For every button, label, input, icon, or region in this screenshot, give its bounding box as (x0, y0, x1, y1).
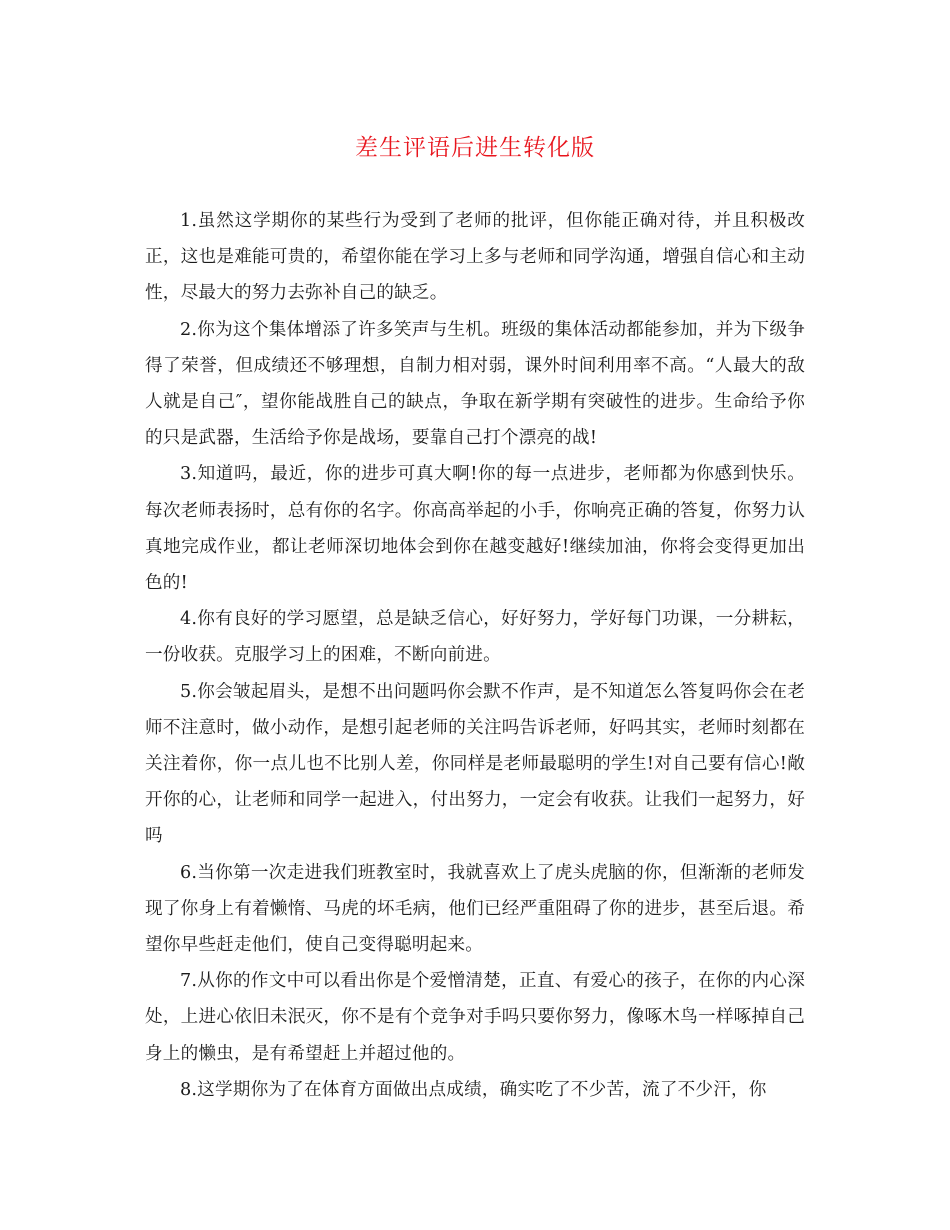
paragraph-7: 7.从你的作文中可以看出你是个爱憎清楚，正直、有爱心的孩子，在你的内心深处，上进心依旧未泯灭，你不是有个竞争对手吗只要你努力，像啄木鸟一样啄掉自己身上的懒虫，是有希望赶上并超过他的。 (145, 971, 805, 1064)
paragraph-6: 6.当你第一次走进我们班教室时，我就喜欢上了虎头虎脑的你，但渐渐的老师发现了你身上有着懒惰、马虎的坏毛病，他们已经严重阻碍了你的进步，甚至后退。希望你早些赶走他们，使自己变得聪明起来。 (145, 862, 805, 956)
document-title: 差生评语后进生转化版 (355, 135, 595, 161)
paragraph-8: 8.这学期你为了在体育方面做出点成绩，确实吃了不少苦，流了不少汗，你 (180, 1079, 767, 1100)
paragraph-3: 3.知道吗，最近，你的进步可真大啊!你的每一点进步，老师都为你感到快乐。每次老师表扬时，总有你的名字。你高高举起的小手，你响亮正确的答复，你努力认真地完成作业，都让老师深切地体会到你在越变越好!继续加油，你将会变得更加出色的! (145, 464, 805, 594)
paragraph-4: 4.你有良好的学习愿望，总是缺乏信心，好好努力，学好每门功课，一分耕耘，一份收获。克服学习上的困难，不断向前进。 (145, 609, 805, 666)
paragraph-1: 1.虽然这学期你的某些行为受到了老师的批评，但你能正确对待，并且积极改正，这也是难能可贵的，希望你能在学习上多与老师和同学沟通，增强自信心和主动性，尽最大的努力去弥补自己的缺乏。 (145, 211, 805, 304)
paragraph-5: 5.你会皱起眉头，是想不出问题吗你会默不作声，是不知道怎么答复吗你会在老师不注意时，做小动作，是想引起老师的关注吗告诉老师，好吗其实，老师时刻都在关注着你，你一点儿也不比别人差，你同样是老师最聪明的学生!对自己要有信心!敞开你的心，让老师和同学一起进入，付出努力，一定会有收获。让我们一起努力，好吗 (145, 681, 805, 847)
document-body (145, 203, 805, 1108)
paragraph-2: 2.你为这个集体增添了许多笑声与生机。班级的集体活动都能参加，并为下级争得了荣誉，但成绩还不够理想，自制力相对弱，课外时间利用率不高。“人最大的敌人就是自己″，望你能战胜自己的缺点，争取在新学期有突破性的进步。生命给予你的只是武器，生活给予你是战场，要靠自己打个漂亮的战! (145, 319, 805, 449)
